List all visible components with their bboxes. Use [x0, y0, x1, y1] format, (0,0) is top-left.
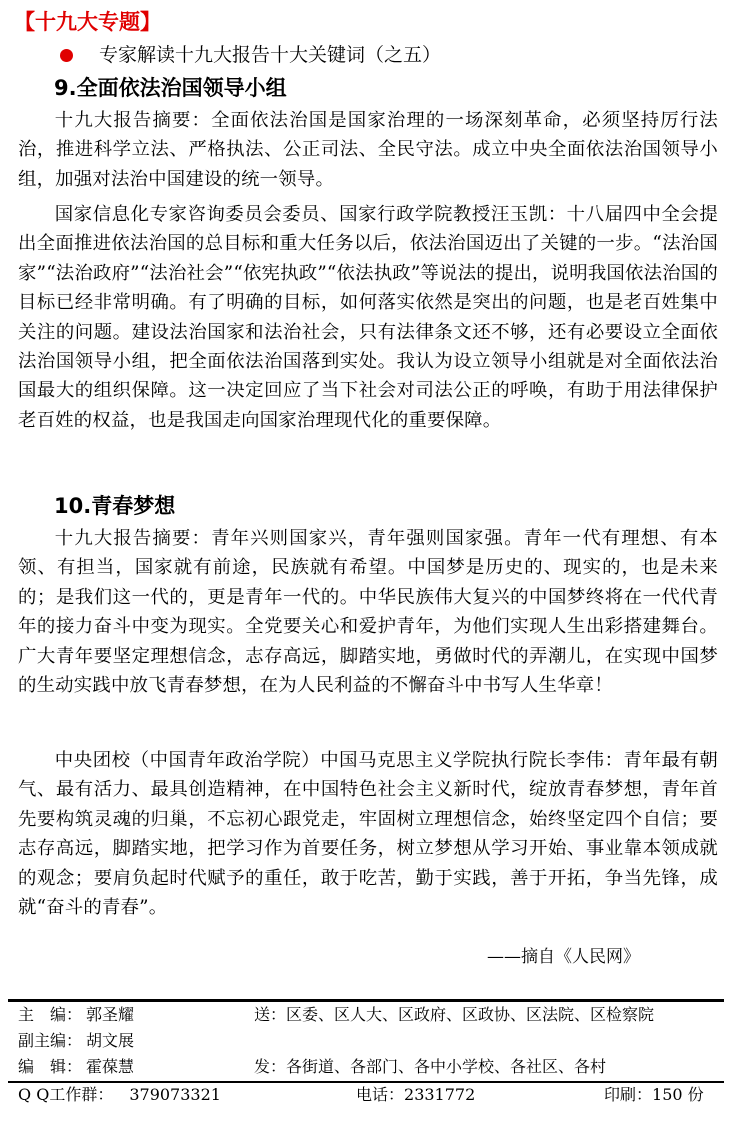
print-row [604, 1084, 704, 1106]
paragraph: 十九大报告摘要：全面依法治国是国家治理的一场深刻革命，必须坚持厉行法治，推进科学立法、严格执法、公正司法、全民守法。成立中央全面依法治国领导小组，加强对法治中国建设的统一领导。 [18, 110, 718, 190]
print-count: 150 份 [652, 1085, 704, 1104]
deputy-editor-label: 副主编： [18, 1031, 83, 1050]
distribute-row [254, 1056, 606, 1078]
source-citation: ——摘自《人民网》 [487, 947, 640, 967]
red-dot-icon [60, 49, 73, 62]
article-subtitle: 专家解读十九大报告十大关键词（之五） [99, 44, 442, 66]
paragraph: 十九大报告摘要：青年兴则国家兴，青年强则国家强。青年一代有理想、有本领、有担当，国家就有前途，民族就有希望。中国梦是历史的、现实的，也是未来的；是我们这一代的，更是青年一代的。中华民族伟大复兴的中国梦终将在一代代青年的接力奋斗中变为现实。全党要关心和爱护青年，为他们实现人生出彩搭建舞台。广大青年要坚定理想信念，志存高远，脚踏实地，勇做时代的弄潮儿，在实现中国梦的生动实践中放飞青春梦想，在为人民利益的不懈奋斗中书写人生华章！ [18, 528, 718, 697]
chief-editor-row [18, 1004, 134, 1026]
topic-tag: 【十九大专题】 [14, 10, 161, 34]
send-to-list: 区委、区人大、区政府、区政协、区法院、区检察院 [286, 1005, 655, 1024]
phone-row [356, 1084, 475, 1106]
deputy-editor-row [18, 1030, 134, 1052]
qq-number: 379073321 [129, 1085, 221, 1104]
phone-label: 电话： [356, 1085, 405, 1104]
section-heading-9: 9.全面依法治国领导小组 [54, 76, 287, 100]
qq-row [18, 1084, 221, 1106]
footer-divider-top [8, 999, 724, 1002]
send-to-row [254, 1004, 654, 1026]
deputy-editor-name: 胡文展 [86, 1031, 135, 1050]
distribute-label: 发： [254, 1057, 287, 1076]
send-label: 送： [254, 1005, 287, 1024]
editor-label: 编 辑： [18, 1057, 83, 1076]
paragraph: 国家信息化专家咨询委员会委员、国家行政学院教授汪玉凯：十八届四中全会提出全面推进依法治国的总目标和重大任务以后，依法治国迈出了关键的一步。“法治国家”“法治政府”“法治社会”“依宪执政”“依法执政”等说法的提出，说明我国依法治国的目标已经非常明确。有了明确的目标，如何落实依然是突出的问题，也是老百姓集中关注的问题。建设法治国家和法治社会，只有法律条文还不够，还有必要设立全面依法治国领导小组，把全面依法治国落到实处。我认为设立领导小组就是对全面依法治国最大的组织保障。这一决定回应了当下社会对司法公正的呼唤，有助于用法律保护老百姓的权益，也是我国走向国家治理现代化的重要保障。 [18, 204, 718, 431]
distribute-list: 各街道、各部门、各中小学校、各社区、各村 [286, 1057, 607, 1076]
editor-name: 霍葆慧 [86, 1057, 135, 1076]
print-label: 印刷： [604, 1085, 653, 1104]
phone-number: 2331772 [404, 1085, 476, 1104]
editor-row [18, 1056, 134, 1078]
chief-editor-name: 郭圣耀 [86, 1005, 135, 1024]
paragraph: 中央团校（中国青年政治学院）中国马克思主义学院执行院长李伟：青年最有朝气、最有活力、最具创造精神，在中国特色社会主义新时代，绽放青春梦想，青年首先要构筑灵魂的归巢，不忘初心跟党走，牢固树立理想信念，始终坚定四个自信；要志存高远，脚踏实地，把学习作为首要任务，树立梦想从学习开始、事业靠本领成就的观念；要肩负起时代赋予的重任，敢于吃苦，勤于实践，善于开拓，争当先锋，成就“奋斗的青春”。 [18, 750, 718, 919]
subtitle-row [60, 42, 441, 68]
qq-label: Q Q工作群： [18, 1085, 114, 1104]
footer-divider-bottom [8, 1081, 724, 1083]
section-heading-10: 10.青春梦想 [54, 494, 176, 518]
chief-editor-label: 主 编： [18, 1005, 83, 1024]
